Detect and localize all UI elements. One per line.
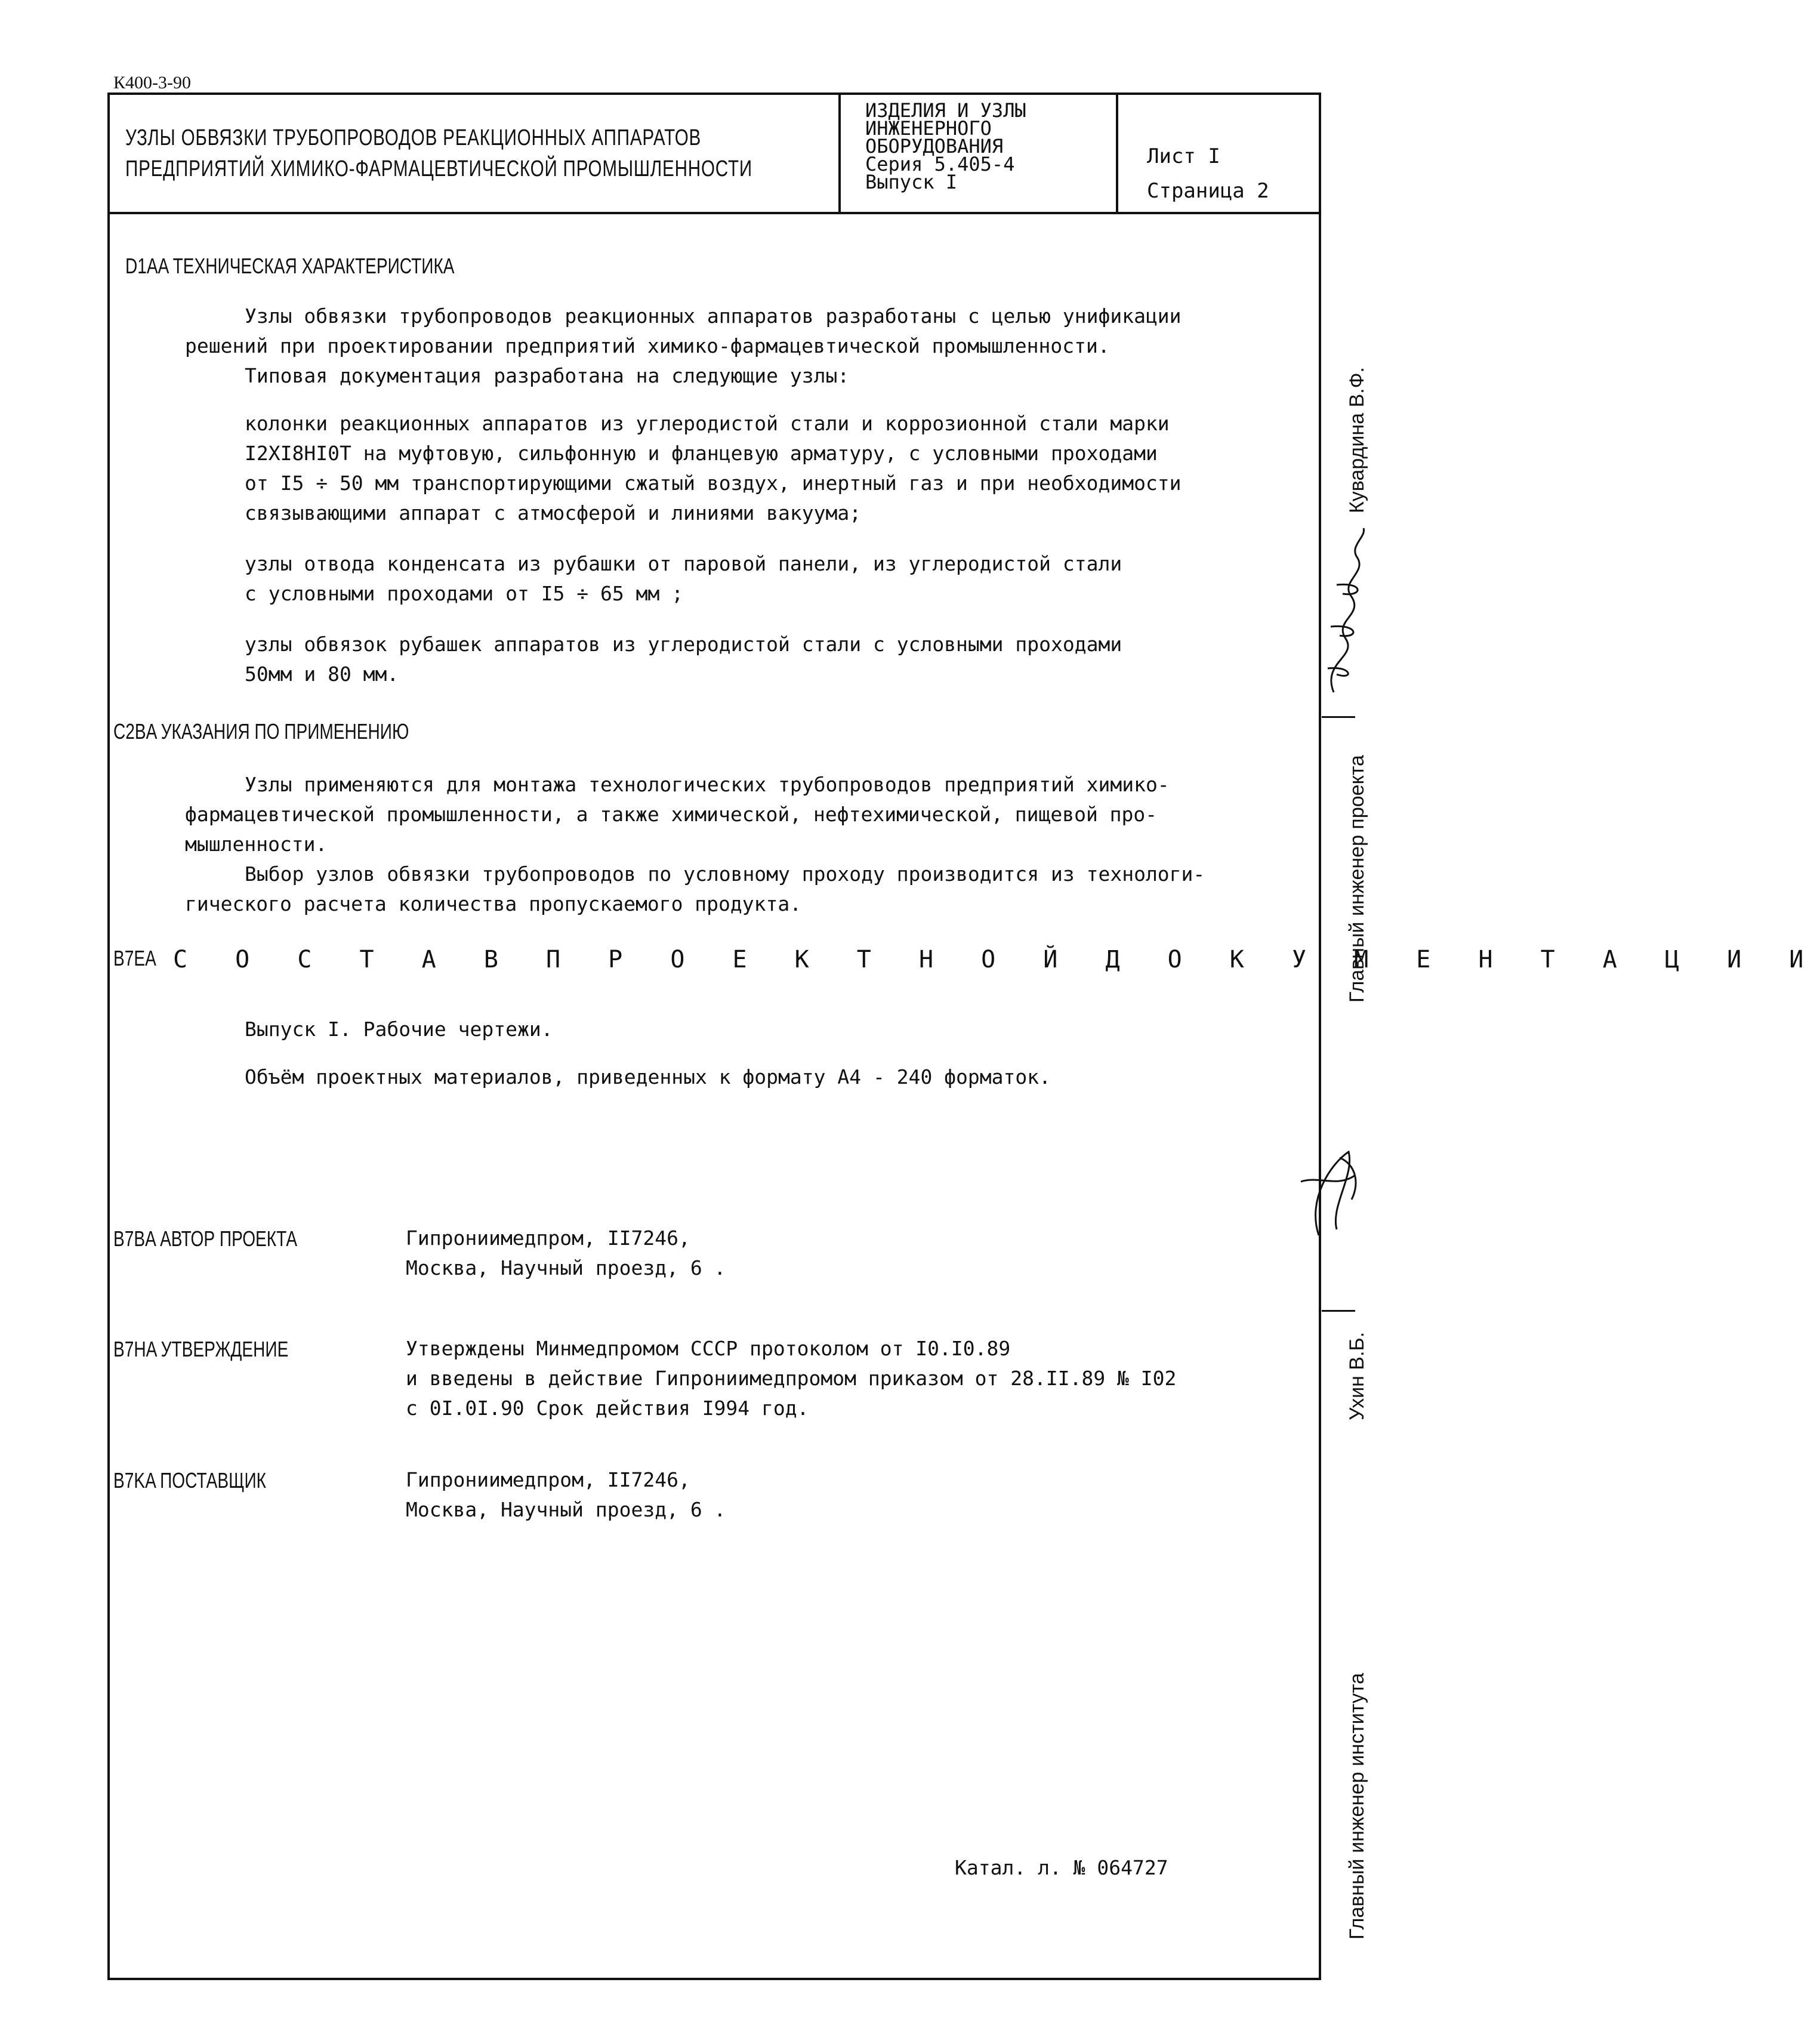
text-line: колонки реакционных аппаратов из углеродистой стали и коррозионной стали марки xyxy=(245,412,1170,435)
document-title xyxy=(125,122,752,184)
margin-divider xyxy=(1322,716,1355,718)
section-heading-composition xyxy=(113,946,168,971)
text-line: узлы обвязок рубашек аппаратов из углеродистой стали с условными проходами xyxy=(245,633,1122,656)
section-title: УТВЕРЖДЕНИЕ xyxy=(161,1337,289,1361)
title-line-1: УЗЛЫ ОБВЯЗКИ ТРУБОПРОВОДОВ РЕАКЦИОННЫХ АППАРАТОВ xyxy=(125,125,702,150)
composition-line-1: Выпуск I. Рабочие чертежи. xyxy=(245,1018,553,1041)
text-line: 50мм и 80 мм. xyxy=(245,662,399,686)
series-line: ИНЖЕНЕРНОГО xyxy=(865,117,992,140)
tech-paragraph xyxy=(185,301,1182,391)
title-divider-1 xyxy=(838,93,841,212)
section-title: ТЕХНИЧЕСКАЯ ХАРАКТЕРИСТИКА xyxy=(172,254,455,278)
signature-ukhin xyxy=(1295,1140,1366,1241)
signatory-name-2: Ухин В.Б. xyxy=(1346,1331,1368,1420)
text-line: I2XI8HI0T на муфтовую, сильфонную и фланцевую арматуру, с условными проходами xyxy=(245,442,1158,465)
text-line: мышленности. xyxy=(185,833,328,856)
signature-kuvardina xyxy=(1310,525,1375,704)
author-details xyxy=(406,1223,726,1283)
composition-title: С О С Т А В П Р О Е К Т Н О Й Д О К У М Е Н Т А Ц И И xyxy=(173,946,1820,973)
text-line: фармацевтической промышленности, а также химической, нефтехимической, пищевой про- xyxy=(185,803,1158,826)
text-line: Узлы обвязки трубопроводов реакционных аппаратов разработаны с целью унификации xyxy=(245,304,1182,328)
section-code: B7HA xyxy=(113,1337,156,1361)
sheet-number: Лист I xyxy=(1147,144,1220,168)
section-title: ПОСТАВЩИК xyxy=(160,1468,266,1493)
section-title: УКАЗАНИЯ ПО ПРИМЕНЕНИЮ xyxy=(161,719,409,744)
title-line-2: ПРЕДПРИЯТИЙ ХИМИКО-ФАРМАЦЕВТИЧЕСКОЙ ПРОМЫШЛЕННОСТИ xyxy=(125,156,752,181)
text-line: Москва, Научный проезд, 6 . xyxy=(406,1498,726,1521)
chief-project-engineer-label: Главный инженер проекта xyxy=(1346,755,1368,1003)
series-line: Выпуск I xyxy=(865,171,958,193)
text-line: Утверждены Минмедпромом СССР протоколом от I0.I0.89 xyxy=(406,1337,1011,1360)
text-line: гического расчета количества пропускаемого продукта. xyxy=(185,892,802,915)
section-code: B7BA xyxy=(113,1226,156,1251)
text-line: связывающими аппарат с атмосферой и линиями вакуума; xyxy=(245,501,862,525)
section-heading-author xyxy=(113,1226,297,1251)
usage-paragraph xyxy=(185,770,1205,919)
section-code: D1AA xyxy=(125,254,168,278)
text-line: с условными проходами от I5 ÷ 65 мм ; xyxy=(245,582,684,605)
section-code: B7EA xyxy=(113,946,156,970)
section-heading-usage xyxy=(113,719,409,744)
page-number: Страница 2 xyxy=(1147,179,1269,203)
text-line: и введены в действие Гипрониимедпромом приказом от 28.II.89 № I02 xyxy=(406,1367,1177,1390)
title-divider-2 xyxy=(1116,93,1118,212)
section-code: B7KA xyxy=(113,1468,156,1493)
catalog-number: Катал. л. № 064727 xyxy=(955,1856,1168,1879)
section-heading-approval xyxy=(113,1337,288,1362)
text-line: Типовая документация разработана на следующие узлы: xyxy=(245,364,850,387)
composition-line-2: Объём проектных материалов, приведенных к формату А4 - 240 форматок. xyxy=(245,1065,1051,1089)
series-line: Серия 5.405-4 xyxy=(865,153,1015,175)
margin-divider xyxy=(1322,1310,1355,1312)
document-code: К400-3-90 xyxy=(113,73,191,93)
text-line: Москва, Научный проезд, 6 . xyxy=(406,1256,726,1280)
section-code: C2BA xyxy=(113,719,156,744)
tech-item-1 xyxy=(245,409,1182,528)
section-heading-tech xyxy=(125,254,455,279)
text-line: Гипрониимедпром, II7246, xyxy=(406,1468,690,1491)
chief-institute-engineer-label: Главный инженер института xyxy=(1346,1673,1368,1940)
text-line: Узлы применяются для монтажа технологических трубопроводов предприятий химико- xyxy=(245,773,1170,796)
section-heading-supplier xyxy=(113,1468,266,1493)
series-block xyxy=(865,101,1026,191)
approval-details xyxy=(406,1334,1176,1423)
text-line: узлы отвода конденсата из рубашки от паровой панели, из углеродистой стали xyxy=(245,552,1122,575)
series-line: ОБОРУДОВАНИЯ xyxy=(865,135,1004,158)
tech-item-2 xyxy=(245,549,1122,609)
text-line: Выбор узлов обвязки трубопроводов по условному проходу производится из технологи- xyxy=(245,862,1205,886)
text-line: решений при проектировании предприятий химико-фармацевтической промышленности. xyxy=(185,334,1110,357)
text-line: от I5 ÷ 50 мм транспортирующими сжатый воздух, инертный газ и при необходимости xyxy=(245,471,1182,495)
tech-item-3 xyxy=(245,630,1122,689)
supplier-details xyxy=(406,1465,726,1525)
series-line: ИЗДЕЛИЯ И УЗЛЫ xyxy=(865,99,1026,122)
section-title: АВТОР ПРОЕКТА xyxy=(160,1226,298,1251)
text-line: Гипрониимедпром, II7246, xyxy=(406,1226,690,1250)
signatory-name-1: Кувардина В.Ф. xyxy=(1346,367,1368,513)
text-line: с 0I.0I.90 Срок действия I994 год. xyxy=(406,1396,809,1420)
